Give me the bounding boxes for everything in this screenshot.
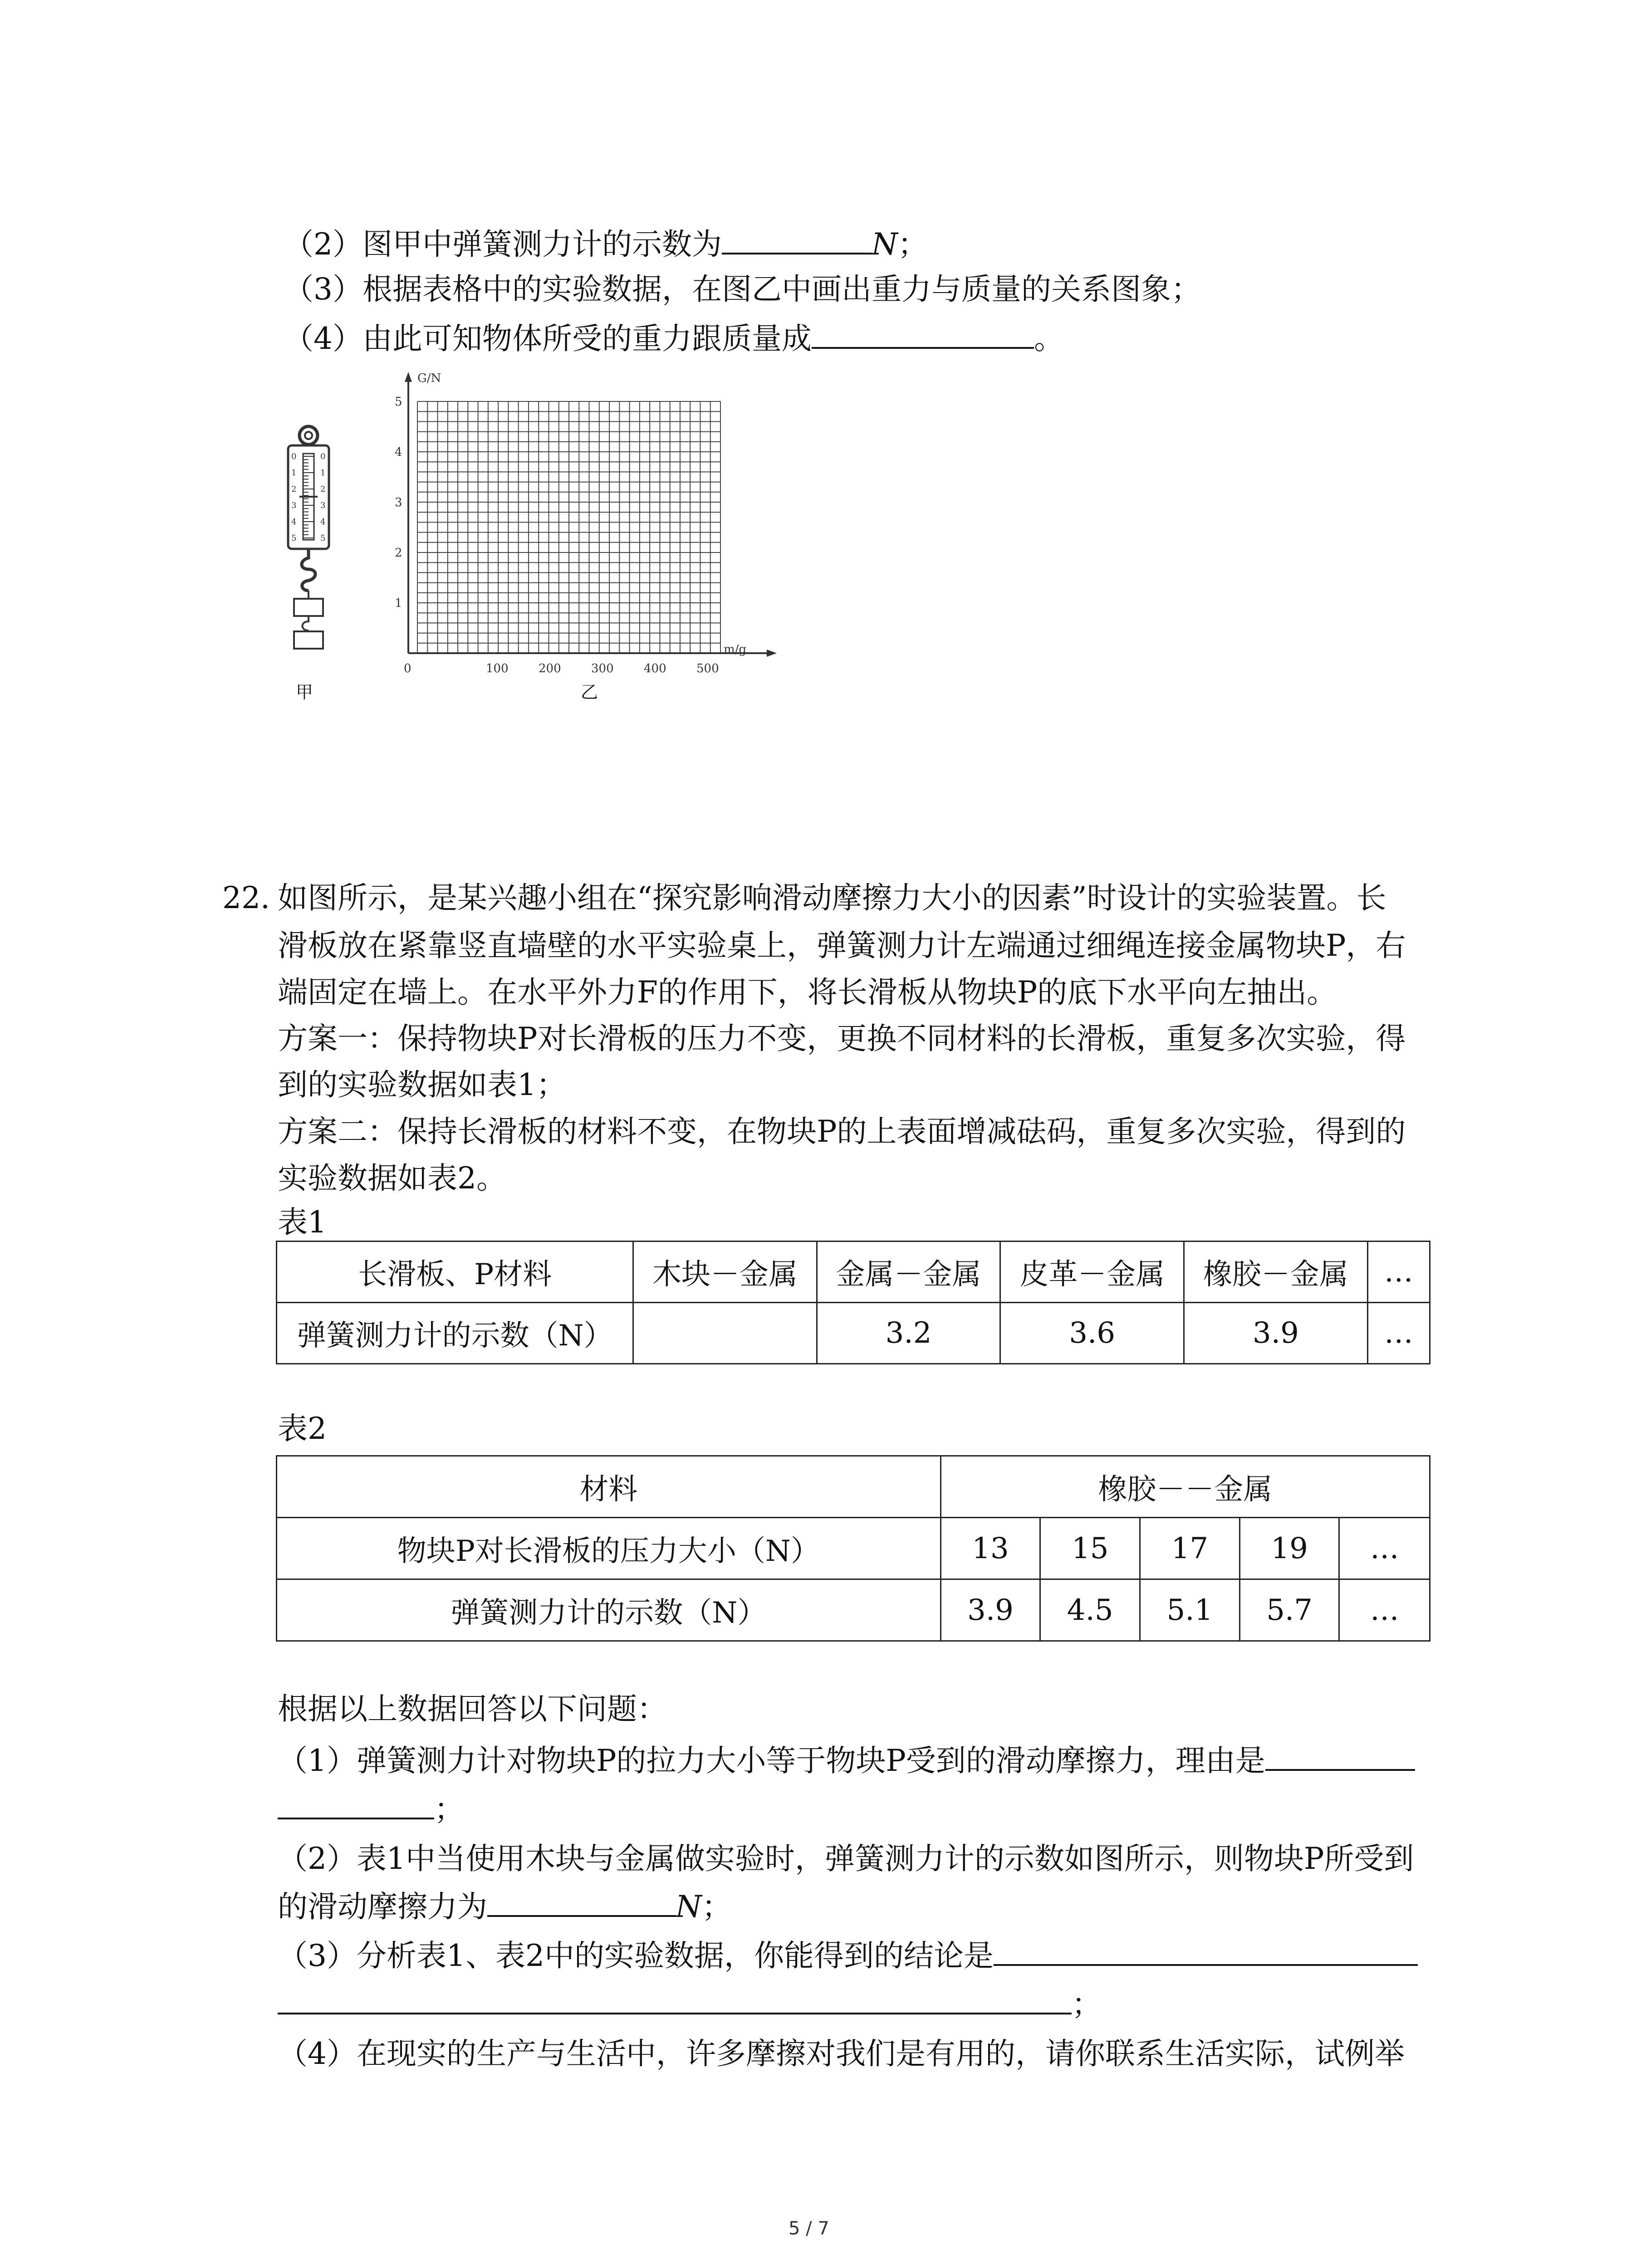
- scale-right-0: 0: [320, 452, 326, 461]
- answer-2-text: 的滑动摩擦力为: [278, 1889, 487, 1924]
- table1-r1-c5: 橡胶－金属: [1184, 1242, 1368, 1303]
- x-tick-label: 200: [539, 662, 561, 675]
- scale-left-0: 0: [291, 452, 297, 461]
- x-tick-labels: [404, 662, 719, 675]
- question-4-text: （4）由此可知物体所受的重力跟质量成: [284, 321, 812, 356]
- page-number: 5 / 7: [789, 2218, 829, 2239]
- answer-2-end: ；: [701, 1889, 732, 1924]
- answer-2-unit: N: [676, 1889, 702, 1924]
- q22-intro-line-7: 实验数据如表2。: [278, 1161, 506, 1196]
- answer-1-text: （1）弹簧测力计对物块P的拉力大小等于物块P受到的滑动摩擦力，理由是: [278, 1743, 1265, 1778]
- question-4-blank[interactable]: [812, 319, 1034, 349]
- scale-left-2: 2: [291, 484, 297, 494]
- x-tick-label: 300: [591, 662, 614, 675]
- graph-grid: [417, 401, 720, 653]
- spring-scale-hook: [302, 549, 315, 591]
- table1-r1-c4: 皮革－金属: [1000, 1242, 1184, 1303]
- answer-3: [278, 1936, 1418, 1974]
- table2-header-c1: 材料: [277, 1456, 941, 1518]
- table1-r2-c6: …: [1367, 1303, 1430, 1364]
- answer-2-blank[interactable]: [487, 1887, 676, 1917]
- q22-intro-line-5: 到的实验数据如表1；: [278, 1067, 566, 1102]
- q22-number: 22.: [222, 880, 270, 915]
- table2-caption: 表2: [278, 1411, 327, 1446]
- scale-right-4: 4: [320, 517, 326, 527]
- question-4-end: 。: [1034, 321, 1064, 356]
- scale-right-5: 5: [320, 533, 326, 543]
- answer-3-cont: [278, 1984, 1102, 2023]
- y-axis-label: G/N: [417, 371, 441, 385]
- table2-r2-c3: 4.5: [1040, 1579, 1140, 1641]
- table2-r2-c2: 3.9: [941, 1579, 1040, 1641]
- question-2-text: （2）图甲中弹簧测力计的示数为: [284, 227, 722, 262]
- weight-hook: [303, 616, 309, 631]
- table2-r1-c4: 17: [1140, 1518, 1240, 1579]
- table1-r2-c3: 3.2: [817, 1303, 1000, 1364]
- spring-figure-label: 甲: [296, 682, 314, 702]
- q22-intro-line-6: 方案二：保持长滑板的材料不变，在物块P的上表面增减砝码，重复多次实验，得到的: [278, 1114, 1406, 1149]
- graph-figure-label: 乙: [581, 682, 598, 702]
- scale-left-3: 3: [291, 501, 297, 510]
- question-3-text: （3）根据表格中的实验数据，在图乙中画出重力与质量的关系图象；: [284, 272, 1201, 307]
- question-3: [284, 271, 1201, 308]
- answer-2-line-2: [278, 1887, 732, 1925]
- x-axis-arrow: [767, 650, 777, 657]
- answer-4-line-1: （4）在现实的生产与生活中，许多摩擦对我们是有用的，请你联系生活实际，试例举: [278, 2036, 1405, 2071]
- table1-r1-c1: 长滑板、P材料: [277, 1242, 633, 1303]
- table2-r1-c3: 15: [1040, 1518, 1140, 1579]
- table1-r2-c4: 3.6: [1000, 1303, 1184, 1364]
- question-2-blank[interactable]: [722, 225, 872, 254]
- y-tick-labels: [395, 395, 402, 610]
- y-tick-label: 1: [395, 596, 402, 610]
- spring-scale-ring: [299, 426, 318, 445]
- scale-left-4: 4: [291, 517, 297, 527]
- q22-intro-line-4: 方案一：保持物块P对长滑板的压力不变，更换不同材料的长滑板，重复多次实验，得: [278, 1021, 1406, 1056]
- table1-r1-c3: 金属－金属: [817, 1242, 1000, 1303]
- table2-r1-c2: 13: [941, 1518, 1040, 1579]
- table1-r1-c2: 木块－金属: [633, 1242, 817, 1303]
- table2-r2-c4: 5.1: [1140, 1579, 1240, 1641]
- table2-header-c2: 橡胶－－金属: [941, 1456, 1430, 1518]
- scale-right-2: 2: [320, 484, 326, 494]
- table2-r1-c1: 物块P对长滑板的压力大小（N）: [277, 1518, 941, 1579]
- question-2-unit: N: [872, 227, 898, 262]
- table2: [276, 1455, 1430, 1642]
- y-tick-label: 5: [395, 395, 402, 409]
- y-tick-label: 4: [395, 445, 402, 459]
- answer-1-blank-a[interactable]: [1265, 1741, 1415, 1771]
- y-axis-arrow: [405, 372, 412, 382]
- question-2: [284, 225, 928, 263]
- table2-r2-c6: …: [1339, 1579, 1430, 1641]
- answer-1-blank-b[interactable]: [278, 1789, 434, 1819]
- scale-left-5: 5: [291, 533, 297, 543]
- table1-r1-c6: …: [1367, 1242, 1430, 1303]
- table1: [276, 1241, 1430, 1364]
- scale-right-3: 3: [320, 501, 326, 510]
- x-tick-label: 100: [486, 662, 509, 675]
- table2-r1-c5: 19: [1239, 1518, 1339, 1579]
- q22-intro-line-3: 端固定在墙上。在水平外力F的作用下，将长滑板从物块P的底下水平向左抽出。: [278, 975, 1337, 1010]
- table1-r2-c1: 弹簧测力计的示数（N）: [277, 1303, 633, 1364]
- y-tick-label: 3: [395, 496, 402, 509]
- table1-r2-c5: 3.9: [1184, 1303, 1368, 1364]
- weight-block-2: [294, 631, 323, 649]
- answer-1: [278, 1741, 1415, 1779]
- table2-r1-c6: …: [1339, 1518, 1430, 1579]
- table2-r2-c1: 弹簧测力计的示数（N）: [277, 1579, 941, 1641]
- scale-left-1: 1: [291, 468, 297, 478]
- x-tick-label: 400: [644, 662, 666, 675]
- answer-2-line-1: （2）表1中当使用木块与金属做实验时，弹簧测力计的示数如图所示，则物块P所受到: [278, 1841, 1414, 1876]
- x-tick-label: 0: [404, 662, 411, 675]
- x-axis-label: m/g: [724, 643, 747, 656]
- q22-intro-line-2: 滑板放在紧靠竖直墙壁的水平实验桌上，弹簧测力计左端通过细绳连接金属物块P，右: [278, 928, 1406, 963]
- y-tick-label: 2: [395, 546, 402, 560]
- weight-block-1: [294, 599, 323, 616]
- spring-scale-ring-inner: [305, 432, 312, 439]
- answer-3-text: （3）分析表1、表2中的实验数据，你能得到的结论是: [278, 1938, 994, 1973]
- answer-3-blank-a[interactable]: [994, 1936, 1418, 1966]
- x-tick-label: 500: [696, 662, 719, 675]
- table1-r2-c2: [633, 1303, 817, 1364]
- scale-right-1: 1: [320, 468, 326, 478]
- table1-caption: 表1: [278, 1205, 327, 1240]
- question-2-end: ；: [897, 227, 928, 262]
- answer-1-end: ；: [434, 1792, 464, 1827]
- q22-intro-line-1: 如图所示，是某兴趣小组在“探究影响滑动摩擦力大小的因素”时设计的实验装置。长: [278, 880, 1386, 915]
- question-4: [284, 319, 1064, 357]
- answer-intro: 根据以上数据回答以下问题：: [278, 1691, 667, 1726]
- spring-scale-figure: [272, 422, 354, 676]
- gm-graph: [381, 363, 789, 689]
- answer-1-cont: [278, 1789, 464, 1828]
- answer-3-blank-b[interactable]: [278, 1984, 1072, 2014]
- answer-3-end: ；: [1072, 1987, 1102, 2022]
- table2-r2-c5: 5.7: [1239, 1579, 1339, 1641]
